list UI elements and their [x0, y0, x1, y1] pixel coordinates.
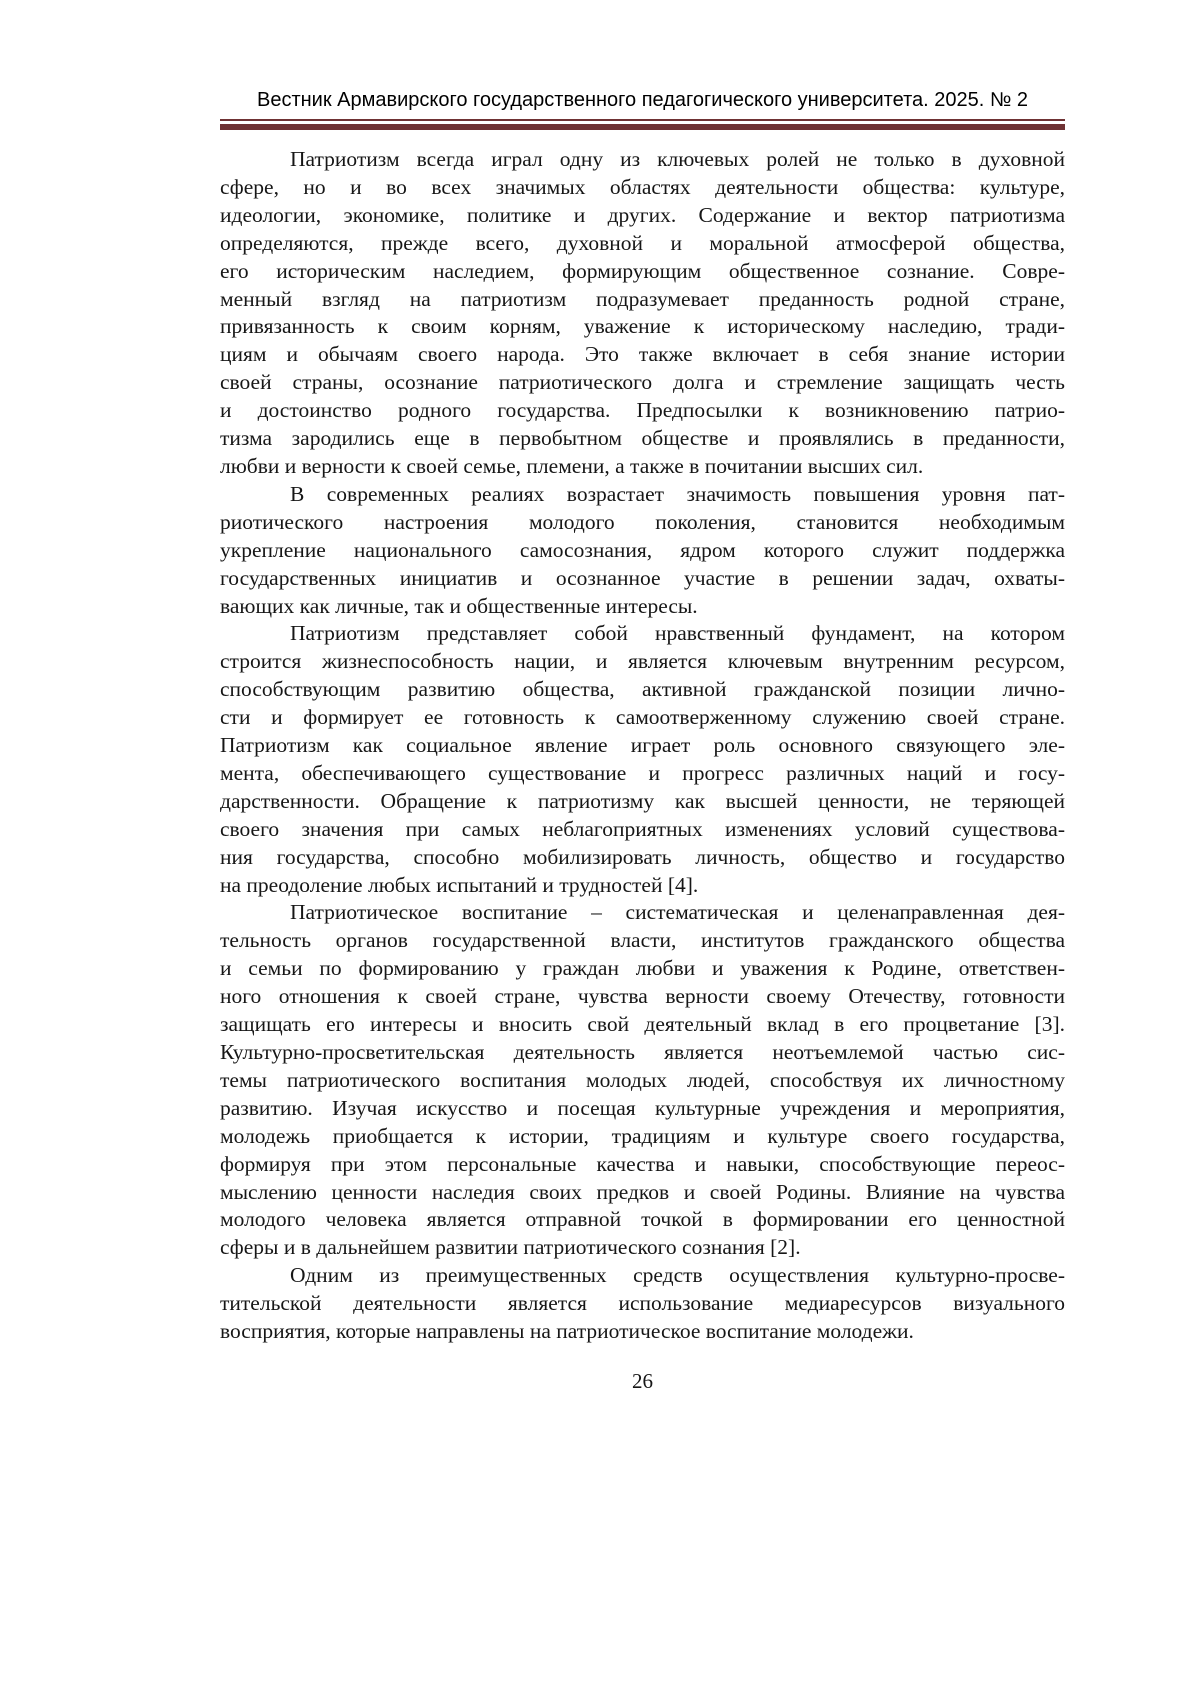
text-line: сти и формирует ее готовность к самоотверженному служению своей стране. — [220, 705, 1065, 730]
text-line: способствующим развитию общества, активной гражданской позиции лично- — [220, 677, 1065, 702]
text-line: Патриотическое воспитание – систематическая и целенаправленная дея- — [290, 900, 1065, 925]
text-line: формируя при этом персональные качества и навыки, способствующие переос- — [220, 1151, 1065, 1176]
text-line: строится жизнеспособность нации, и является ключевым внутренним ресурсом, — [220, 649, 1065, 674]
text-line: на преодоление любых испытаний и трудностей [4]. — [220, 872, 699, 897]
text-line: определяются, прежде всего, духовной и моральной атмосферой общества, — [220, 230, 1065, 255]
article-body — [220, 146, 1065, 1346]
text-line: молодого человека является отправной точкой в формировании его ценностной — [220, 1207, 1065, 1232]
text-line: мыслению ценности наследия своих предков и своей Родины. Влияние на чувства — [220, 1179, 1065, 1204]
paragraph — [220, 481, 1065, 621]
paragraph — [220, 146, 1065, 481]
text-line: Одним из преимущественных средств осуществления культурно-просве- — [290, 1263, 1065, 1288]
paragraph — [220, 899, 1065, 1262]
text-line: Патриотизм представляет собой нравственный фундамент, на котором — [290, 621, 1065, 646]
text-line: тизма зародились еще в первобытном обществе и проявлялись в преданности, — [220, 426, 1065, 451]
text-line: Культурно-просветительская деятельность является неотъемлемой частью сис- — [220, 1040, 1065, 1064]
journal-running-head: Вестник Армавирского государственного педагогического университета. 2025. № 2 — [257, 89, 1028, 111]
text-line: и достоинство родного государства. Предпосылки к возникновению патрио- — [220, 398, 1065, 423]
text-line: тительской деятельности является использование медиаресурсов визуального — [220, 1291, 1065, 1316]
text-line: циям и обычаям своего народа. Это также включает в себя знание истории — [220, 342, 1065, 367]
text-line: сферы и в дальнейшем развитии патриотического сознания [2]. — [220, 1235, 801, 1260]
text-line: идеологии, экономике, политике и других. Содержание и вектор патриотизма — [220, 202, 1065, 227]
text-line: вающих как личные, так и общественные интересы. — [220, 593, 698, 618]
page-content — [220, 0, 1065, 1394]
text-line: ного отношения к своей стране, чувства верности своему Отечеству, готовности — [220, 984, 1065, 1009]
text-line: В современных реалиях возрастает значимость повышения уровня пат- — [290, 481, 1065, 506]
text-line: привязанность к своим корням, уважение к историческому наследию, тради- — [220, 314, 1065, 339]
text-line: молодежь приобщается к истории, традициям и культуре своего государства, — [220, 1123, 1065, 1148]
text-line: Патриотизм всегда играл одну из ключевых ролей не только в духовной — [290, 147, 1065, 171]
paragraph — [220, 1262, 1065, 1346]
text-line: укрепление национального самосознания, ядром которого служит поддержка — [220, 537, 1065, 562]
text-line: Патриотизм как социальное явление играет роль основного связующего эле- — [220, 733, 1065, 758]
text-line: защищать его интересы и вносить свой деятельный вклад в его процветание [3]. — [220, 1012, 1065, 1037]
text-line: государственных инициатив и осознанное участие в решении задач, охваты- — [220, 565, 1065, 590]
text-line: восприятия, которые направлены на патриотическое воспитание молодежи. — [220, 1319, 914, 1344]
text-line: любви и верности к своей семье, племени, а также в почитании высших сил. — [220, 453, 924, 478]
text-line: своего значения при самых неблагоприятных изменениях условий существова- — [220, 816, 1065, 841]
text-line: своей страны, осознание патриотического долга и стремление защищать честь — [220, 370, 1065, 395]
header-rule-thin — [220, 119, 1065, 121]
text-line: и семьи по формированию у граждан любви и уважения к Родине, ответствен- — [220, 956, 1065, 981]
header-rule-thick — [220, 124, 1065, 130]
text-line: сфере, но и во всех значимых областях деятельности общества: культуре, — [220, 174, 1065, 199]
text-line: его историческим наследием, формирующим общественное сознание. Совре- — [220, 258, 1065, 283]
page-number: 26 — [632, 1368, 653, 1393]
paragraph — [220, 620, 1065, 899]
text-line: менный взгляд на патриотизм подразумевает преданность родной стране, — [220, 286, 1065, 311]
text-line: темы патриотического воспитания молодых людей, способствуя их личностному — [220, 1067, 1065, 1092]
text-line: риотического настроения молодого поколения, становится необходимым — [220, 509, 1065, 534]
text-line: развитию. Изучая искусство и посещая культурные учреждения и мероприятия, — [220, 1095, 1065, 1120]
text-line: дарственности. Обращение к патриотизму как высшей ценности, не теряющей — [220, 788, 1065, 813]
text-line: ния государства, способно мобилизировать личность, общество и государство — [220, 844, 1065, 869]
text-line: мента, обеспечивающего существование и прогресс различных наций и госу- — [220, 760, 1065, 785]
text-line: тельность органов государственной власти, институтов гражданского общества — [220, 928, 1065, 953]
